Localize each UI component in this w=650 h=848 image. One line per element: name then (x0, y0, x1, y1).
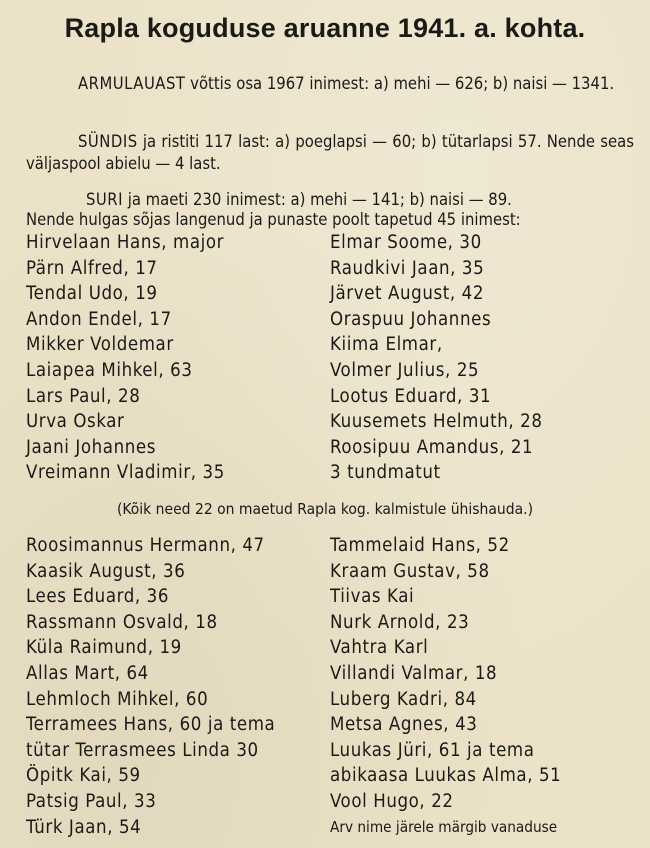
name-row (26, 256, 636, 282)
name-left: Jaani Johannes (26, 436, 157, 458)
name-right: Elmar Soome, 30 (330, 232, 482, 253)
name-right: Kiima Elmar, (330, 334, 443, 356)
name-left: Roosimannus Hermann, 47 (26, 535, 265, 556)
name-left: Lees Eduard, 36 (26, 586, 170, 608)
name-right: 3 tundmatut (330, 462, 441, 484)
name-row (26, 332, 636, 358)
name-left: Küla Raimund, 19 (26, 637, 182, 659)
name-left: Andon Endel, 17 (26, 308, 172, 330)
name-left: Türk Jaan, 54 (26, 816, 142, 838)
name-right: Lootus Eduard, 31 (330, 385, 492, 407)
burial-note: (Kõik need 22 on maetud Rapla kog. kalmistule ühishauda.) (116, 500, 534, 518)
name-right: Vool Hugo, 22 (330, 790, 454, 812)
name-left: Lehmloch Mihkel, 60 (26, 688, 209, 710)
name-right: Kuusemets Helmuth, 28 (330, 411, 543, 433)
name-row (26, 610, 636, 636)
name-left: Mikker Voldemar (26, 334, 174, 356)
page-title: Rapla koguduse aruanne 1941. a. kohta. (64, 13, 586, 43)
paragraph-sundis (26, 131, 634, 175)
name-left: Öpitk Kai, 59 (26, 765, 141, 787)
name-row (26, 789, 636, 815)
name-row (26, 687, 636, 713)
name-left: Tendal Udo, 19 (26, 283, 158, 305)
name-row (26, 358, 636, 384)
name-row (26, 307, 636, 333)
name-right: Metsa Agnes, 43 (330, 714, 478, 736)
name-right: Vahtra Karl (330, 637, 429, 659)
name-right: Roosipuu Amandus, 21 (330, 436, 534, 458)
name-right: Raudkivi Jaan, 35 (330, 257, 485, 279)
name-right: Tiivas Kai (330, 586, 415, 608)
name-row (26, 230, 636, 256)
name-row (26, 384, 636, 410)
suri-line2: Nende hulgas sõjas langenud ja punaste poolt tapetud 45 inimest: (26, 210, 521, 229)
name-left: Lars Paul, 28 (26, 385, 141, 407)
name-left: Laiapea Mihkel, 63 (26, 359, 193, 381)
name-right: Villandi Valmar, 18 (330, 662, 498, 684)
name-row (26, 559, 636, 585)
name-row (26, 435, 636, 461)
name-right: Nurk Arnold, 23 (330, 611, 470, 633)
name-row (26, 661, 636, 687)
name-right: Tammelaid Hans, 52 (330, 535, 510, 556)
name-right: Luukas Jüri, 61 ja tema (330, 739, 535, 761)
name-left: Patsig Paul, 33 (26, 790, 157, 812)
name-left: Allas Mart, 64 (26, 662, 149, 684)
paragraph-suri (26, 189, 634, 211)
name-row (26, 635, 636, 661)
paragraph-armulauast (26, 73, 634, 95)
sundis-text: ja ristiti 117 last: a) poeglapsi — 60; b) tütarlapsi 57. Nende seas väljaspool abielu — 4 last. (26, 132, 634, 173)
names-list-group1 (26, 230, 636, 486)
name-right: Volmer Julius, 25 (330, 359, 480, 381)
name-left: Urva Oskar (26, 411, 125, 433)
names-list-group2 (26, 533, 636, 840)
name-left: Terramees Hans, 60 ja tema (26, 714, 276, 736)
suri-lead: SURI (86, 190, 123, 209)
name-left: Hirvelaan Hans, major (26, 232, 225, 253)
name-row (26, 738, 636, 764)
name-row (26, 712, 636, 738)
name-row (26, 409, 636, 435)
name-right: Järvet August, 42 (330, 283, 485, 305)
name-row (26, 533, 636, 559)
name-row (26, 281, 636, 307)
suri-text: ja maeti 230 inimest: a) mehi — 141; b) naisi — 89. (122, 190, 512, 209)
name-row (26, 763, 636, 789)
name-right: Oraspuu Johannes (330, 308, 492, 330)
name-row (26, 584, 636, 610)
name-left: Rassmann Osvald, 18 (26, 611, 218, 633)
sundis-lead: SÜNDIS (78, 132, 138, 151)
name-left: Vreimann Vladimir, 35 (26, 462, 225, 484)
name-left: Kaasik August, 36 (26, 560, 186, 582)
name-left: tütar Terrasmees Linda 30 (26, 739, 259, 761)
age-footnote: Arv nime järele märgib vanaduse (330, 817, 558, 836)
name-left: Pärn Alfred, 17 (26, 257, 158, 279)
armulauast-lead: ARMULAUAST (78, 74, 186, 93)
name-right: Luberg Kadri, 84 (330, 688, 477, 710)
name-right: abikaasa Luukas Alma, 51 (330, 765, 562, 787)
name-row (26, 460, 636, 486)
name-right: Kraam Gustav, 58 (330, 560, 490, 582)
armulauast-text: võttis osa 1967 inimest: a) mehi — 626; b) naisi — 1341. (185, 74, 615, 93)
name-row (26, 815, 636, 841)
